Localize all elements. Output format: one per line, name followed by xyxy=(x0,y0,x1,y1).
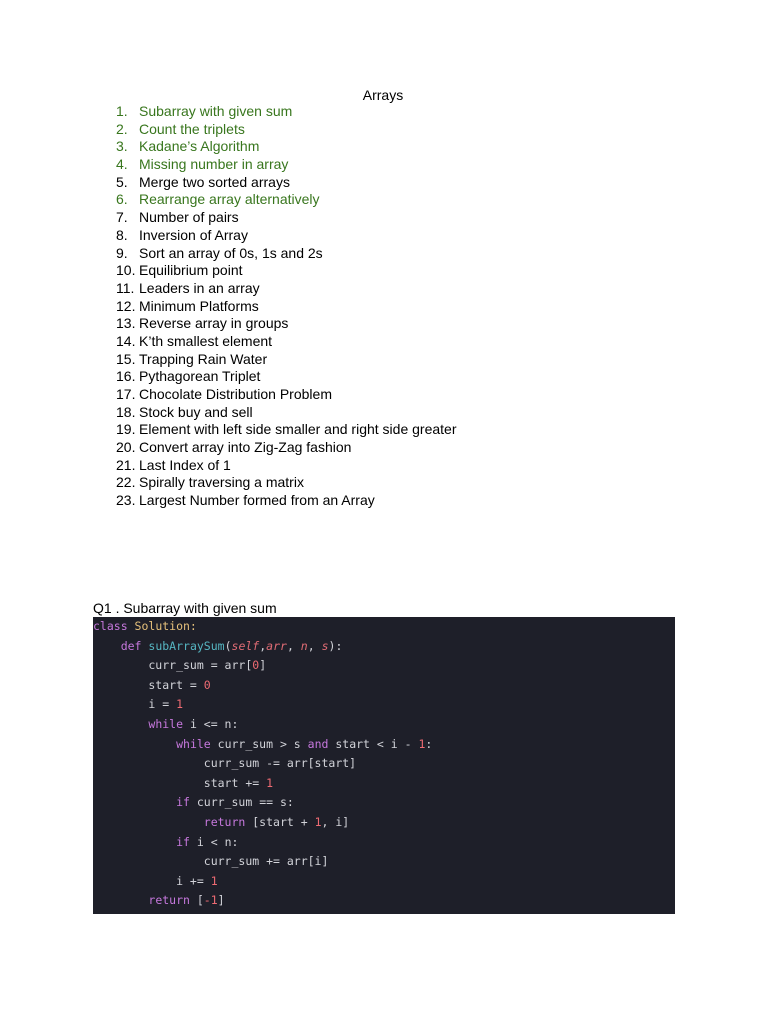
code-token: ] xyxy=(259,658,267,673)
topic-number: 14. xyxy=(116,332,136,349)
code-line xyxy=(93,637,675,657)
topic-label: Kadane’s Algorithm xyxy=(139,138,260,155)
topic-number: 22. xyxy=(116,474,136,491)
code-token: s xyxy=(321,638,329,653)
topic-label: Leaders in an array xyxy=(139,279,260,296)
code-token: : xyxy=(425,736,433,751)
code-line xyxy=(93,676,675,696)
topic-number: 7. xyxy=(116,209,128,226)
code-token: i += xyxy=(93,873,211,888)
code-token: 1 xyxy=(210,873,218,888)
topic-number: 1. xyxy=(116,103,128,119)
code-token: class xyxy=(93,619,135,633)
topic-label: Merge two sorted arrays xyxy=(139,173,290,190)
topic-number: 6. xyxy=(116,191,128,208)
topic-number: 9. xyxy=(116,244,128,261)
topic-number: 18. xyxy=(116,403,136,420)
topic-label: Number of pairs xyxy=(139,209,239,226)
topic-label: Largest Number formed from an Array xyxy=(139,492,375,509)
code-token: while xyxy=(148,716,184,731)
topic-label: Subarray with given sum xyxy=(139,103,293,119)
topic-number: 15. xyxy=(116,350,136,367)
code-line xyxy=(93,793,675,813)
topic-label: Last Index of 1 xyxy=(139,456,231,473)
code-token: , xyxy=(259,638,267,653)
code-token: def xyxy=(120,638,149,653)
code-token: -1 xyxy=(203,893,218,908)
topic-number: 4. xyxy=(116,156,128,173)
code-token: 0 xyxy=(252,658,260,673)
topic-number: 10. xyxy=(116,262,136,279)
code-token: i = xyxy=(93,697,177,712)
topic-number: 5. xyxy=(116,173,128,190)
code-line xyxy=(93,695,675,715)
code-token: curr_sum += arr[i] xyxy=(93,854,329,869)
code-token: if xyxy=(176,795,190,810)
code-token: [ xyxy=(189,893,204,908)
code-token: subArraySum xyxy=(148,638,225,653)
topic-label: Equilibrium point xyxy=(139,262,243,279)
topic-label: Trapping Rain Water xyxy=(139,350,268,367)
code-token: curr_sum > s xyxy=(210,736,308,751)
topic-label: Element with left side smaller and right side greater xyxy=(139,421,457,438)
topic-label: Reverse array in groups xyxy=(139,315,289,332)
code-token: start < i - xyxy=(328,736,419,751)
code-token xyxy=(93,893,148,907)
code-token: while xyxy=(176,736,211,751)
code-line xyxy=(93,735,675,755)
code-token: return xyxy=(148,893,190,908)
topic-label: Spirally traversing a matrix xyxy=(139,474,304,491)
topic-label: Stock buy and sell xyxy=(139,403,253,420)
page-title: Arrays xyxy=(362,87,404,103)
topic-label: Pythagorean Triplet xyxy=(139,368,261,385)
topic-number: 13. xyxy=(116,315,136,332)
code-line xyxy=(93,656,675,676)
topic-number: 2. xyxy=(116,120,128,137)
topic-label: Chocolate Distribution Problem xyxy=(139,386,332,402)
code-line xyxy=(93,617,675,637)
topic-number: 20. xyxy=(116,439,136,456)
code-token xyxy=(93,835,176,849)
code-token: i < n: xyxy=(189,834,239,849)
topic-label: Missing number in array xyxy=(139,156,289,173)
topic-label: Convert array into Zig-Zag fashion xyxy=(139,439,352,456)
code-line xyxy=(93,872,675,892)
code-line xyxy=(93,833,675,853)
topic-number: 11. xyxy=(116,279,135,296)
topic-number: 19. xyxy=(116,421,136,438)
code-token: , i] xyxy=(321,814,350,829)
topic-number: 8. xyxy=(116,226,128,243)
code-token: 1 xyxy=(176,697,184,712)
topic-number: 16. xyxy=(116,368,136,385)
code-token: 1 xyxy=(266,775,274,790)
code-line xyxy=(93,852,675,872)
topic-label: Rearrange array alternatively xyxy=(139,191,320,208)
code-token: arr xyxy=(266,638,287,653)
code-token: , xyxy=(286,638,301,653)
code-token: start += xyxy=(93,775,267,790)
code-token: self xyxy=(231,638,260,653)
code-token: 0 xyxy=(203,677,211,692)
code-token: i <= n: xyxy=(183,716,239,731)
code-token: curr_sum -= arr[start] xyxy=(93,756,357,771)
topic-label: Sort an array of 0s, 1s and 2s xyxy=(139,244,323,261)
topic-number: 17. xyxy=(116,386,136,402)
code-token: ): xyxy=(328,638,343,653)
code-token: and xyxy=(307,736,329,751)
code-token: start = xyxy=(93,677,204,692)
code-token xyxy=(93,737,176,751)
code-token: if xyxy=(176,834,190,849)
code-token: Solution: xyxy=(134,619,197,633)
code-token: 1 xyxy=(418,736,426,751)
topic-number: 23. xyxy=(116,492,136,509)
code-line xyxy=(93,715,675,735)
code-token: n xyxy=(300,638,308,653)
code-token: , xyxy=(307,638,322,653)
code-token xyxy=(93,815,204,829)
topic-number: 12. xyxy=(116,297,136,314)
topic-number: 3. xyxy=(116,138,128,155)
code-token: [start + xyxy=(245,814,315,829)
code-token: return xyxy=(203,814,246,829)
topic-label: Count the triplets xyxy=(139,120,245,137)
code-token xyxy=(93,717,148,731)
code-line xyxy=(93,813,675,833)
topic-number: 21. xyxy=(116,456,136,473)
code-token: curr_sum == s: xyxy=(189,795,294,810)
code-block xyxy=(93,617,675,914)
code-line xyxy=(93,891,675,911)
question-heading: Q1 . Subarray with given sum xyxy=(93,600,277,616)
code-line xyxy=(93,754,675,774)
topic-label: Minimum Platforms xyxy=(139,297,259,314)
code-token: 1 xyxy=(314,814,322,829)
topic-label: Inversion of Array xyxy=(139,226,248,243)
code-token xyxy=(93,639,121,653)
topic-label: K’th smallest element xyxy=(139,332,273,349)
code-token xyxy=(93,795,176,809)
code-token: ( xyxy=(224,638,232,653)
code-token: curr_sum = arr[ xyxy=(93,658,253,673)
code-token: ] xyxy=(217,893,225,908)
code-line xyxy=(93,774,675,794)
